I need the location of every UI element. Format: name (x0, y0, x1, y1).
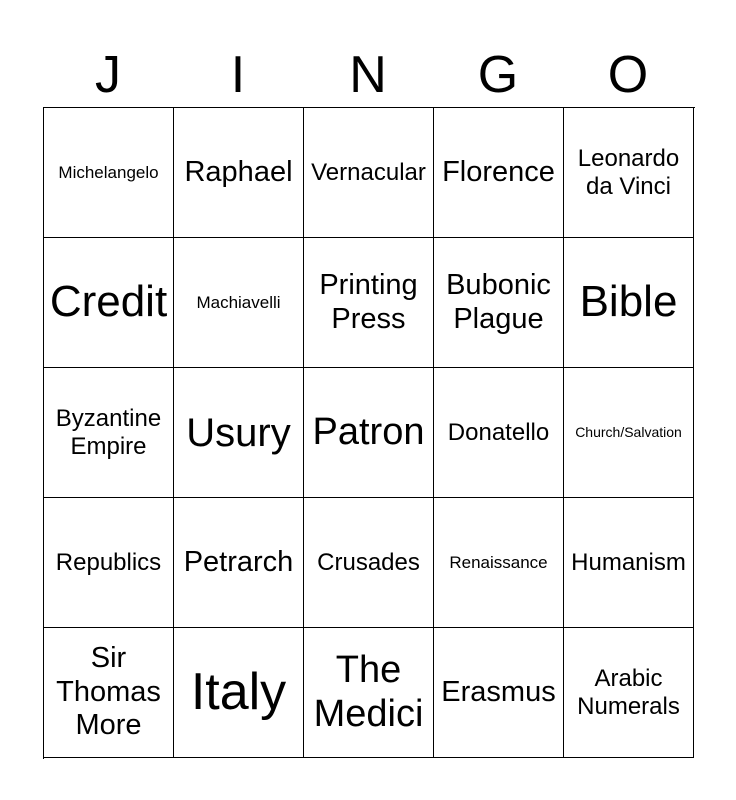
header-letter-j: J (95, 46, 121, 104)
bingo-cell[interactable] (174, 368, 304, 498)
bingo-cell-label: Leonardo da Vinci (577, 144, 680, 200)
bingo-grid (43, 107, 695, 759)
bingo-cell-label: Florence (442, 155, 555, 188)
bingo-cell-label: Credit (49, 277, 168, 327)
bingo-cell[interactable] (434, 238, 564, 368)
bingo-cell-label: Arabic Numerals (577, 664, 680, 720)
bingo-cell-label: Usury (186, 410, 291, 455)
bingo-cell[interactable] (434, 628, 564, 758)
bingo-cell[interactable] (44, 368, 174, 498)
bingo-cell-label: Donatello (447, 418, 550, 446)
bingo-cell[interactable] (304, 628, 434, 758)
bingo-header (43, 44, 693, 106)
bingo-cell[interactable] (304, 368, 434, 498)
header-letter-o: O (607, 46, 649, 104)
header-letter-n: N (349, 46, 387, 104)
bingo-cell[interactable] (44, 628, 174, 758)
bingo-cell-label: Byzantine Empire (55, 404, 162, 460)
bingo-cell[interactable] (44, 498, 174, 628)
bingo-cell[interactable] (304, 498, 434, 628)
bingo-cell-label: The Medici (313, 648, 424, 735)
bingo-cell-label: Republics (55, 548, 162, 576)
bingo-cell-label: Italy (190, 662, 287, 721)
bingo-cell[interactable] (304, 108, 434, 238)
bingo-cell-label: Patron (312, 410, 425, 453)
bingo-cell-label: Crusades (317, 548, 420, 576)
bingo-cell[interactable] (174, 628, 304, 758)
bingo-cell[interactable] (564, 108, 694, 238)
bingo-cell[interactable] (564, 368, 694, 498)
bingo-cell[interactable] (174, 498, 304, 628)
bingo-cell[interactable] (304, 238, 434, 368)
bingo-cell-label: Erasmus (441, 675, 556, 708)
bingo-cell-label: Humanism (571, 548, 686, 576)
bingo-cell-label: Raphael (184, 155, 293, 188)
bingo-cell[interactable] (434, 108, 564, 238)
bingo-cell-label: Vernacular (311, 158, 426, 186)
bingo-cell-label: Church/Salvation (575, 424, 682, 441)
bingo-cell-label: Machiavelli (196, 292, 281, 312)
bingo-cell[interactable] (564, 238, 694, 368)
header-letter-g: G (477, 46, 519, 104)
bingo-cell[interactable] (44, 238, 174, 368)
bingo-cell-label: Sir Thomas More (56, 642, 161, 742)
bingo-cell-label: Petrarch (183, 545, 294, 578)
bingo-cell[interactable] (434, 498, 564, 628)
bingo-cell[interactable] (174, 238, 304, 368)
bingo-cell-label: Renaissance (449, 552, 548, 572)
bingo-cell[interactable] (174, 108, 304, 238)
bingo-cell[interactable] (434, 368, 564, 498)
bingo-cell[interactable] (564, 628, 694, 758)
bingo-cell-label: Printing Press (319, 269, 418, 335)
bingo-cell-label: Bubonic Plague (446, 269, 551, 335)
header-letter-i: I (230, 46, 246, 104)
bingo-cell[interactable] (44, 108, 174, 238)
bingo-cell-label: Bible (579, 277, 678, 327)
bingo-cell[interactable] (564, 498, 694, 628)
bingo-cell-label: Michelangelo (58, 162, 159, 182)
